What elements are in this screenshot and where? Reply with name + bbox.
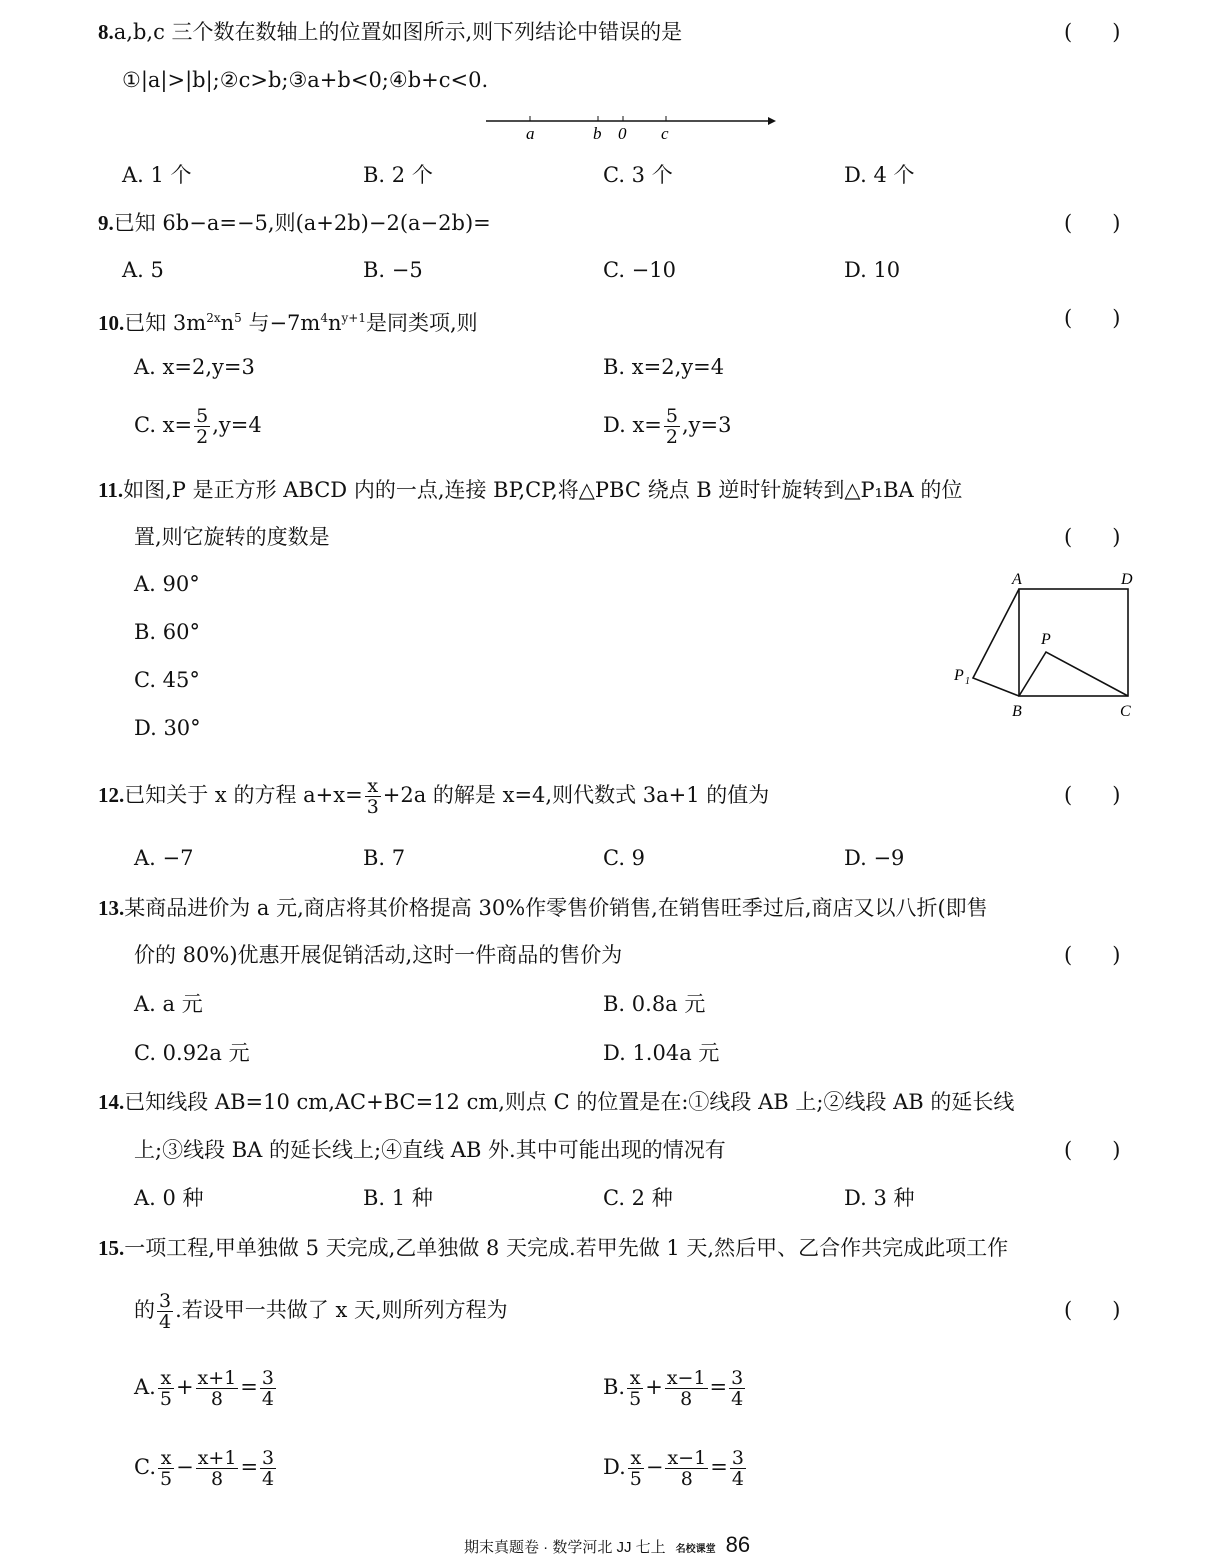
q14-option-b: B. 1 种 <box>363 1186 433 1210</box>
label-P1-subscript: 1 <box>965 676 970 687</box>
q14-stem-line2: 上;③线段 BA 的延长线上;④直线 AB 外.其中可能出现的情况有 <box>134 1138 726 1162</box>
q15-stem-line2: 的 $\frac{3}{4}$ .若设甲一共做了 x 天,则所列方程为 <box>134 1290 508 1333</box>
q10-option-a: A. x=2,y=3 <box>134 355 255 379</box>
q11-square-figure <box>950 566 1150 726</box>
q9-option-d: D. 10 <box>844 258 901 282</box>
footer-logo: 名校课堂 <box>675 1544 716 1555</box>
q11-option-c: C. 45° <box>134 668 200 692</box>
q14-option-a: A. 0 种 <box>134 1186 204 1210</box>
q14-answer-paren: ( ) <box>1064 1138 1121 1162</box>
footer-title: 期末真题卷 · 数学河北 JJ 七上 <box>464 1539 666 1556</box>
q12-option-d: D. −9 <box>844 846 905 870</box>
q15-option-a: A. $\frac{x}{5}$ + $\frac{x+1}{8}$ = $\frac{3}{4}$ <box>134 1367 274 1410</box>
axis-label-c: c <box>661 124 669 143</box>
page-number: 86 <box>725 1532 751 1557</box>
q11-stem: 11.如图,P 是正方形 ABCD 内的一点,连接 BP,CP,将△PBC 绕点 B 逆时针旋转到△P₁BA 的位 <box>98 478 963 502</box>
q8-stem: 8.a,b,c 三个数在数轴上的位置如图所示,则下列结论中错误的是 <box>98 20 683 44</box>
q13-option-d: D. 1.04a 元 <box>603 1041 720 1065</box>
label-A: A <box>1012 571 1022 588</box>
q12-option-b: B. 7 <box>363 846 406 870</box>
q11-stem-line2: 置,则它旋转的度数是 <box>134 525 330 549</box>
q8-statements: ①|a|>|b|;②c>b;③a+b<0;④b+c<0. <box>122 68 489 92</box>
q8-option-b: B. 2 个 <box>363 163 433 187</box>
q15-option-b: B. $\frac{x}{5}$ + $\frac{x-1}{8}$ = $\frac{3}{4}$ <box>603 1367 744 1410</box>
label-P1: P <box>954 667 964 684</box>
q8-option-a: A. 1 个 <box>122 163 192 187</box>
q9-option-c: C. −10 <box>603 258 676 282</box>
q13-option-b: B. 0.8a 元 <box>603 992 706 1016</box>
q15-option-d: D. $\frac{x}{5}$ − $\frac{x-1}{8}$ = $\frac{3}{4}$ <box>603 1447 744 1490</box>
q15-option-c: C. $\frac{x}{5}$ − $\frac{x+1}{8}$ = $\frac{3}{4}$ <box>134 1447 275 1490</box>
q13-stem: 13.某商品进价为 a 元,商店将其价格提高 30%作零售价销售,在销售旺季过后,商店又以八折(即售 <box>98 896 988 920</box>
q15-stem: 15.一项工程,甲单独做 5 天完成,乙单独做 8 天完成.若甲先做 1 天,然后甲、乙合作共完成此项工作 <box>98 1236 1009 1260</box>
q11-option-b: B. 60° <box>134 620 201 644</box>
axis-label-0: 0 <box>618 124 627 143</box>
label-C: C <box>1120 703 1131 720</box>
q8-number-line <box>484 108 776 148</box>
q14-option-d: D. 3 种 <box>844 1186 915 1210</box>
q13-option-a: A. a 元 <box>134 992 203 1016</box>
axis-label-a: a <box>526 124 535 143</box>
q13-option-c: C. 0.92a 元 <box>134 1041 250 1065</box>
label-D: D <box>1121 571 1133 588</box>
q11-answer-paren: ( ) <box>1064 525 1121 549</box>
q13-answer-paren: ( ) <box>1064 943 1121 967</box>
q8-option-d: D. 4 个 <box>844 163 915 187</box>
q10-answer-paren: ( ) <box>1064 306 1121 330</box>
q14-stem: 14.已知线段 AB=10 cm,AC+BC=12 cm,则点 C 的位置是在:①线段 AB 上;②线段 AB 的延长线 <box>98 1090 1015 1114</box>
q11-option-a: A. 90° <box>134 572 200 596</box>
q12-option-c: C. 9 <box>603 846 646 870</box>
q12-option-a: A. −7 <box>134 846 194 870</box>
q10-option-c: C. x= $\frac{5}{2}$ ,y=4 <box>134 405 262 448</box>
q9-option-b: B. −5 <box>363 258 423 282</box>
q14-option-c: C. 2 种 <box>603 1186 673 1210</box>
label-P: P <box>1041 631 1051 648</box>
axis-label-b: b <box>593 124 602 143</box>
page-footer <box>464 1532 750 1558</box>
q13-stem-line2: 价的 80%)优惠开展促销活动,这时一件商品的售价为 <box>134 943 623 967</box>
q11-option-d: D. 30° <box>134 716 201 740</box>
q9-answer-paren: ( ) <box>1064 211 1121 235</box>
q9-option-a: A. 5 <box>122 258 164 282</box>
q10-stem: 10.已知 $3m^{2x}n^5$ 与$-7m^4n^{y+1}$是同类项,则 <box>98 311 478 335</box>
label-B: B <box>1012 703 1022 720</box>
q12-answer-paren: ( ) <box>1064 783 1121 807</box>
q8-answer-paren: ( ) <box>1064 20 1121 44</box>
q15-answer-paren: ( ) <box>1064 1298 1121 1322</box>
q10-option-b: B. x=2,y=4 <box>603 355 725 379</box>
q12-stem: 12.已知关于 x 的方程 a+x= $\frac{x}{3}$ +2a 的解是 x=4,则代数式 3a+1 的值为 <box>98 775 770 818</box>
q10-option-d: D. x= $\frac{5}{2}$ ,y=3 <box>603 405 732 448</box>
q8-option-c: C. 3 个 <box>603 163 673 187</box>
q9-stem: 9.已知 6b−a=−5,则(a+2b)−2(a−2b)= <box>98 211 491 235</box>
